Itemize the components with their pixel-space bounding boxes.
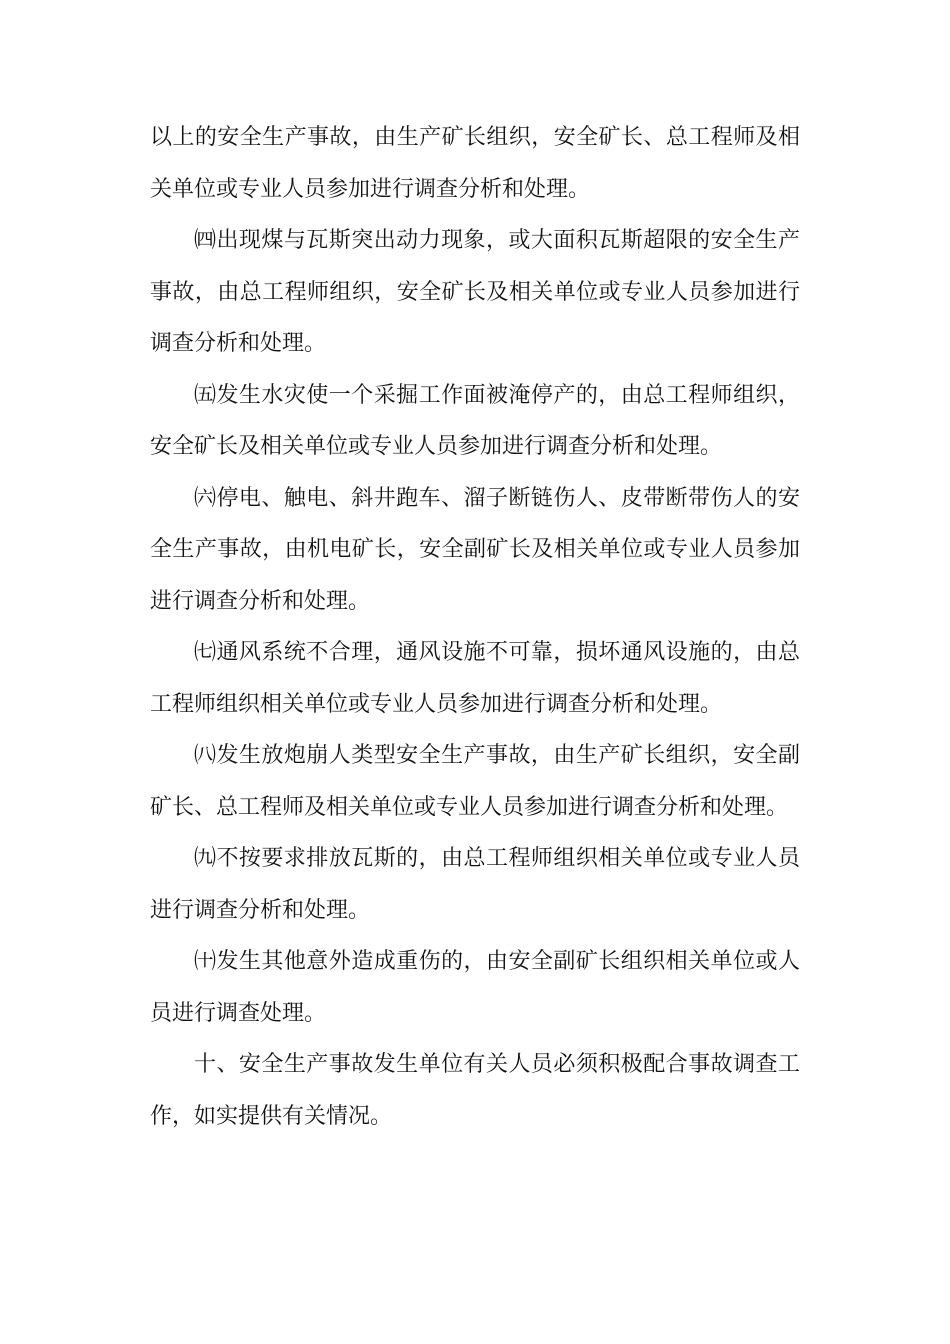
paragraph-item-9: ㈨不按要求排放瓦斯的，由总工程师组织相关单位或专业人员进行调查分析和处理。: [150, 846, 800, 923]
paragraph-item-6: ㈥停电、触电、斜井跑车、溜子断链伤人、皮带断带伤人的安全生产事故，由机电矿长，安全副矿长及相关单位或专业人员参加进行调查分析和处理。: [150, 485, 800, 614]
paragraph-item-8: ㈧发生放炮崩人类型安全生产事故，由生产矿长组织，安全副矿长、总工程师及相关单位或专业人员参加进行调查分析和处理。: [150, 743, 800, 820]
paragraph-item-4: ㈣出现煤与瓦斯突出动力现象，或大面积瓦斯超限的安全生产事故，由总工程师组织，安全矿长及相关单位或专业人员参加进行调查分析和处理。: [150, 228, 800, 356]
paragraph-item-10: ㈩发生其他意外造成重伤的，由安全副矿长组织相关单位或人员进行调查处理。: [150, 949, 800, 1026]
paragraph-item-5: ㈤发生水灾使一个采掘工作面被淹停产的，由总工程师组织，安全矿长及相关单位或专业人员参加进行调查分析和处理。: [150, 382, 800, 459]
paragraph-item-7: ㈦通风系统不合理，通风设施不可靠，损坏通风设施的，由总工程师组织相关单位或专业人员参加进行调查分析和处理。: [150, 640, 800, 717]
document-body: [150, 112, 800, 1142]
paragraph-section-10: 十、安全生产事故发生单位有关人员必须积极配合事故调查工作，如实提供有关情况。: [150, 1052, 800, 1129]
paragraph-continuation: 以上的安全生产事故，由生产矿长组织，安全矿长、总工程师及相关单位或专业人员参加进行调查分析和处理。: [150, 125, 800, 202]
